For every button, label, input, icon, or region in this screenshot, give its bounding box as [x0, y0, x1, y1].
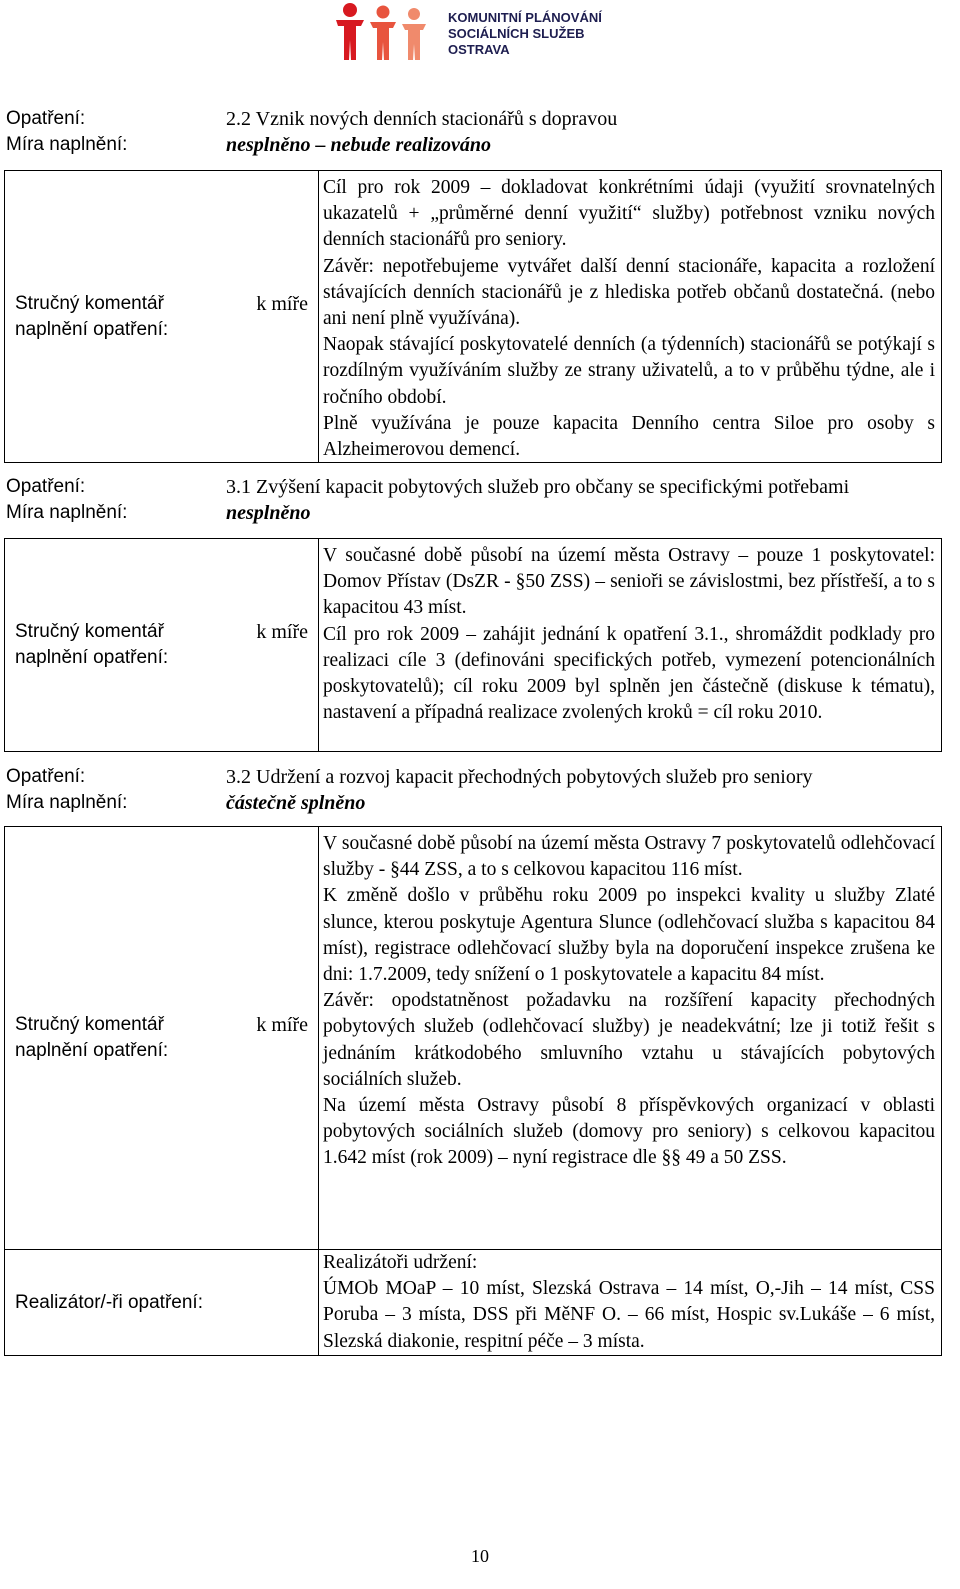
comment-label-cell [5, 827, 319, 1249]
measure-label: Opatření: [6, 108, 86, 129]
implementer-label: Realizátor/-ři opatření: [15, 1292, 203, 1313]
fulfillment-label: Míra naplnění: [6, 134, 128, 155]
logo-line-3: OSTRAVA [448, 42, 510, 57]
comment-table [4, 170, 942, 463]
comment-label-c: naplnění opatření: [15, 318, 169, 340]
comment-label-cell [5, 539, 319, 751]
comment-table [4, 826, 942, 1356]
implementer-text [323, 1250, 935, 1355]
comment-text [323, 831, 935, 1172]
comment-paragraph: Cíl pro rok 2009 – dokladovat konkrétními údaji (využití srovnatelných ukazatelů + „průměrné denní využití“ služby) potřebnost vzniku nových denních stacionářů pro seniory. [323, 177, 935, 251]
logo-line-1: KOMUNITNÍ PLÁNOVÁNÍ [448, 10, 602, 25]
comment-label-b: k míře [256, 1014, 308, 1036]
fulfillment-label: Míra naplnění: [6, 792, 128, 813]
comment-label-c: naplnění opatření: [15, 1040, 169, 1061]
comment-paragraph: Naopak stávající poskytovatelé denních (a týdenních) stacionářů se potýkají s rozdílným využíváním služby ze strany uživatelů, a to v průběhu týdne, ale i ročního období. [323, 334, 935, 408]
comment-row [5, 827, 941, 1249]
logo-text [448, 10, 602, 58]
comment-label-a: Stručný komentář [15, 292, 164, 314]
measure-status: částečně splněno [226, 792, 366, 814]
measure-label: Opatření: [6, 766, 86, 787]
measure-status: nesplněno [226, 502, 311, 524]
implementer-row [5, 1249, 941, 1356]
comment-label-b: k míře [256, 292, 308, 315]
comment-label-cell [5, 171, 319, 462]
kpss-logo [328, 0, 628, 68]
comment-text [323, 175, 935, 463]
comment-text [323, 543, 935, 726]
implementer-heading: Realizátoři udržení: [323, 1252, 478, 1273]
comment-paragraph: Plně využívána je pouze kapacita Denního centra Siloe pro osoby s Alzheimerovou demencí. [323, 412, 935, 461]
people-figures-icon [328, 0, 448, 68]
comment-label-b: k míře [256, 621, 308, 643]
page-number: 10 [471, 1546, 489, 1566]
measure-label: Opatření: [6, 476, 86, 497]
measure-status: nesplněno – nebude realizováno [226, 134, 492, 156]
fulfillment-label: Míra naplnění: [6, 502, 128, 523]
comment-row [5, 171, 941, 462]
measure-title: 3.1 Zvýšení kapacit pobytových služeb pro občany se specifickými potřebami [226, 476, 850, 498]
comment-label-a: Stručný komentář [15, 1014, 164, 1035]
comment-row [5, 539, 941, 751]
comment-paragraph: Závěr: opodstatněnost požadavku na rozšíření kapacity přechodných pobytových služeb (odlehčovací služby) je neadekvátní; lze ji totiž řešit s jednáním krátkodobého smluvního vztahu u stávajících pobytových sociálních služeb. [323, 990, 935, 1090]
comment-label-c: naplnění opatření: [15, 647, 169, 668]
comment-paragraph: V současné době působí na území města Ostravy 7 poskytovatelů odlehčovací služby - §44 ZSS, a to s celkovou kapacitou 116 míst. [323, 833, 935, 881]
implementer-list: ÚMOb MOaP – 10 míst, Slezská Ostrava – 14 míst, O,-Jih – 14 míst, CSS Poruba – 3 místa, DSS při MěNF O. – 66 míst, Hospic sv.Lukáše – 6 míst, Slezská diakonie, respitní péče – 3 místa. [323, 1278, 935, 1352]
measure-title: 2.2 Vznik nových denních stacionářů s dopravou [226, 108, 618, 130]
measure-title: 3.2 Udržení a rozvoj kapacit přechodných pobytových služeb pro seniory [226, 766, 813, 788]
comment-label-a: Stručný komentář [15, 621, 164, 642]
comment-table [4, 538, 942, 752]
comment-paragraph: Cíl pro rok 2009 – zahájit jednání k opatření 3.1., shromáždit podklady pro realizaci cíle 3 (definováni specifických potřeb, vymezení potencionálních poskytovatelů); cíl roku 2009 byl splněn jen částečně (diskuse k tématu), nastavení a případná realizace zvolených kroků = cíl roku 2010. [323, 623, 935, 724]
comment-paragraph: V současné době působí na území města Ostravy – pouze 1 poskytovatel: Domov Přístav (DsZR - §50 ZSS) – senioři se závislostmi, bez přístřeší, a to s kapacitou 43 míst. [323, 545, 935, 619]
comment-paragraph: Závěr: nepotřebujeme vytvářet další denní stacionáře, kapacita a rozložení stávajících denních stacionářů je z hlediska potřeb občanů dostatečná. (nebo ani není plně využívána). [323, 255, 935, 330]
implementer-label-cell [5, 1250, 319, 1356]
logo-line-2: SOCIÁLNÍCH SLUŽEB [448, 26, 585, 41]
comment-paragraph: Na území města Ostravy působí 8 příspěvkových organizací v oblasti pobytových sociálních služeb (domovy pro seniory) s celkovou kapacitou 1.642 míst (rok 2009) – nyní registrace dle §§ 49 a 50 ZSS. [323, 1095, 935, 1169]
comment-paragraph: K změně došlo v průběhu roku 2009 po inspekci kvality u služby Zlaté slunce, kterou poskytuje Agentura Slunce (odlehčovací služba s kapacitou 84 míst), registrace odlehčovací služby byla na doporučení inspekce zrušena ke dni: 1.7.2009, tedy snížení o 1 poskytovatele a kapacitu 84 míst. [323, 885, 935, 986]
